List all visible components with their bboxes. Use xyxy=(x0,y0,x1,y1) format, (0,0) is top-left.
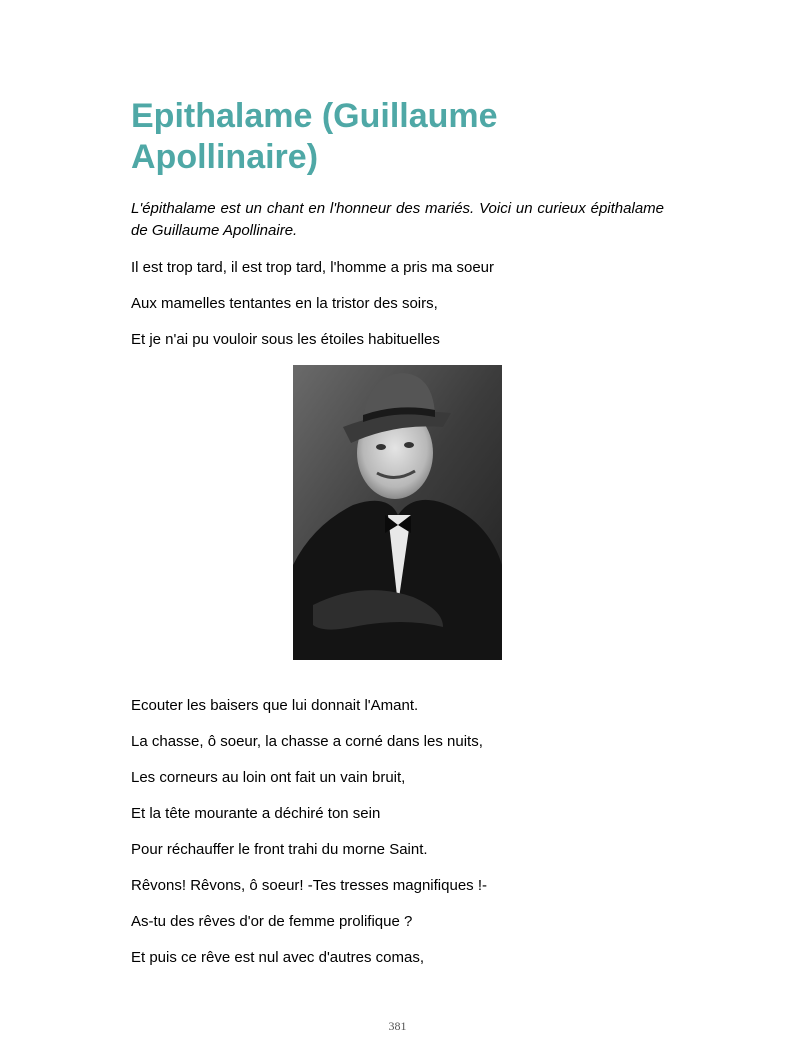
verse-line: Il est trop tard, il est trop tard, l'homme a pris ma soeur xyxy=(131,259,495,276)
verse-line: Aux mamelles tentantes en la tristor des soirs, xyxy=(131,295,438,312)
verse-line: Et je n'ai pu vouloir sous les étoiles habituelles xyxy=(131,331,440,348)
verse-line: Rêvons! Rêvons, ô soeur! -Tes tresses magnifiques !- xyxy=(131,877,487,894)
page-title: Epithalame (Guillaume Apollinaire) xyxy=(131,97,498,176)
verse-line: Ecouter les baisers que lui donnait l'Amant. xyxy=(131,697,419,714)
verse-line: La chasse, ô soeur, la chasse a corné dans les nuits, xyxy=(131,733,483,750)
verse-line: Pour réchauffer le front trahi du morne Saint. xyxy=(131,841,428,858)
page-number: 381 xyxy=(388,1019,407,1033)
verse-line: Et puis ce rêve est nul avec d'autres comas, xyxy=(131,949,425,966)
verse-line: As-tu des rêves d'or de femme prolifique ? xyxy=(131,913,413,930)
portrait-photo xyxy=(293,365,502,660)
intro-paragraph: L'épithalame est un chant en l'honneur des mariés. Voici un curieux épithalame de Guillaume Apollinaire. xyxy=(131,200,664,239)
verse-line: Et la tête mourante a déchiré ton sein xyxy=(131,805,381,822)
verse-line: Les corneurs au loin ont fait un vain bruit, xyxy=(131,769,406,786)
